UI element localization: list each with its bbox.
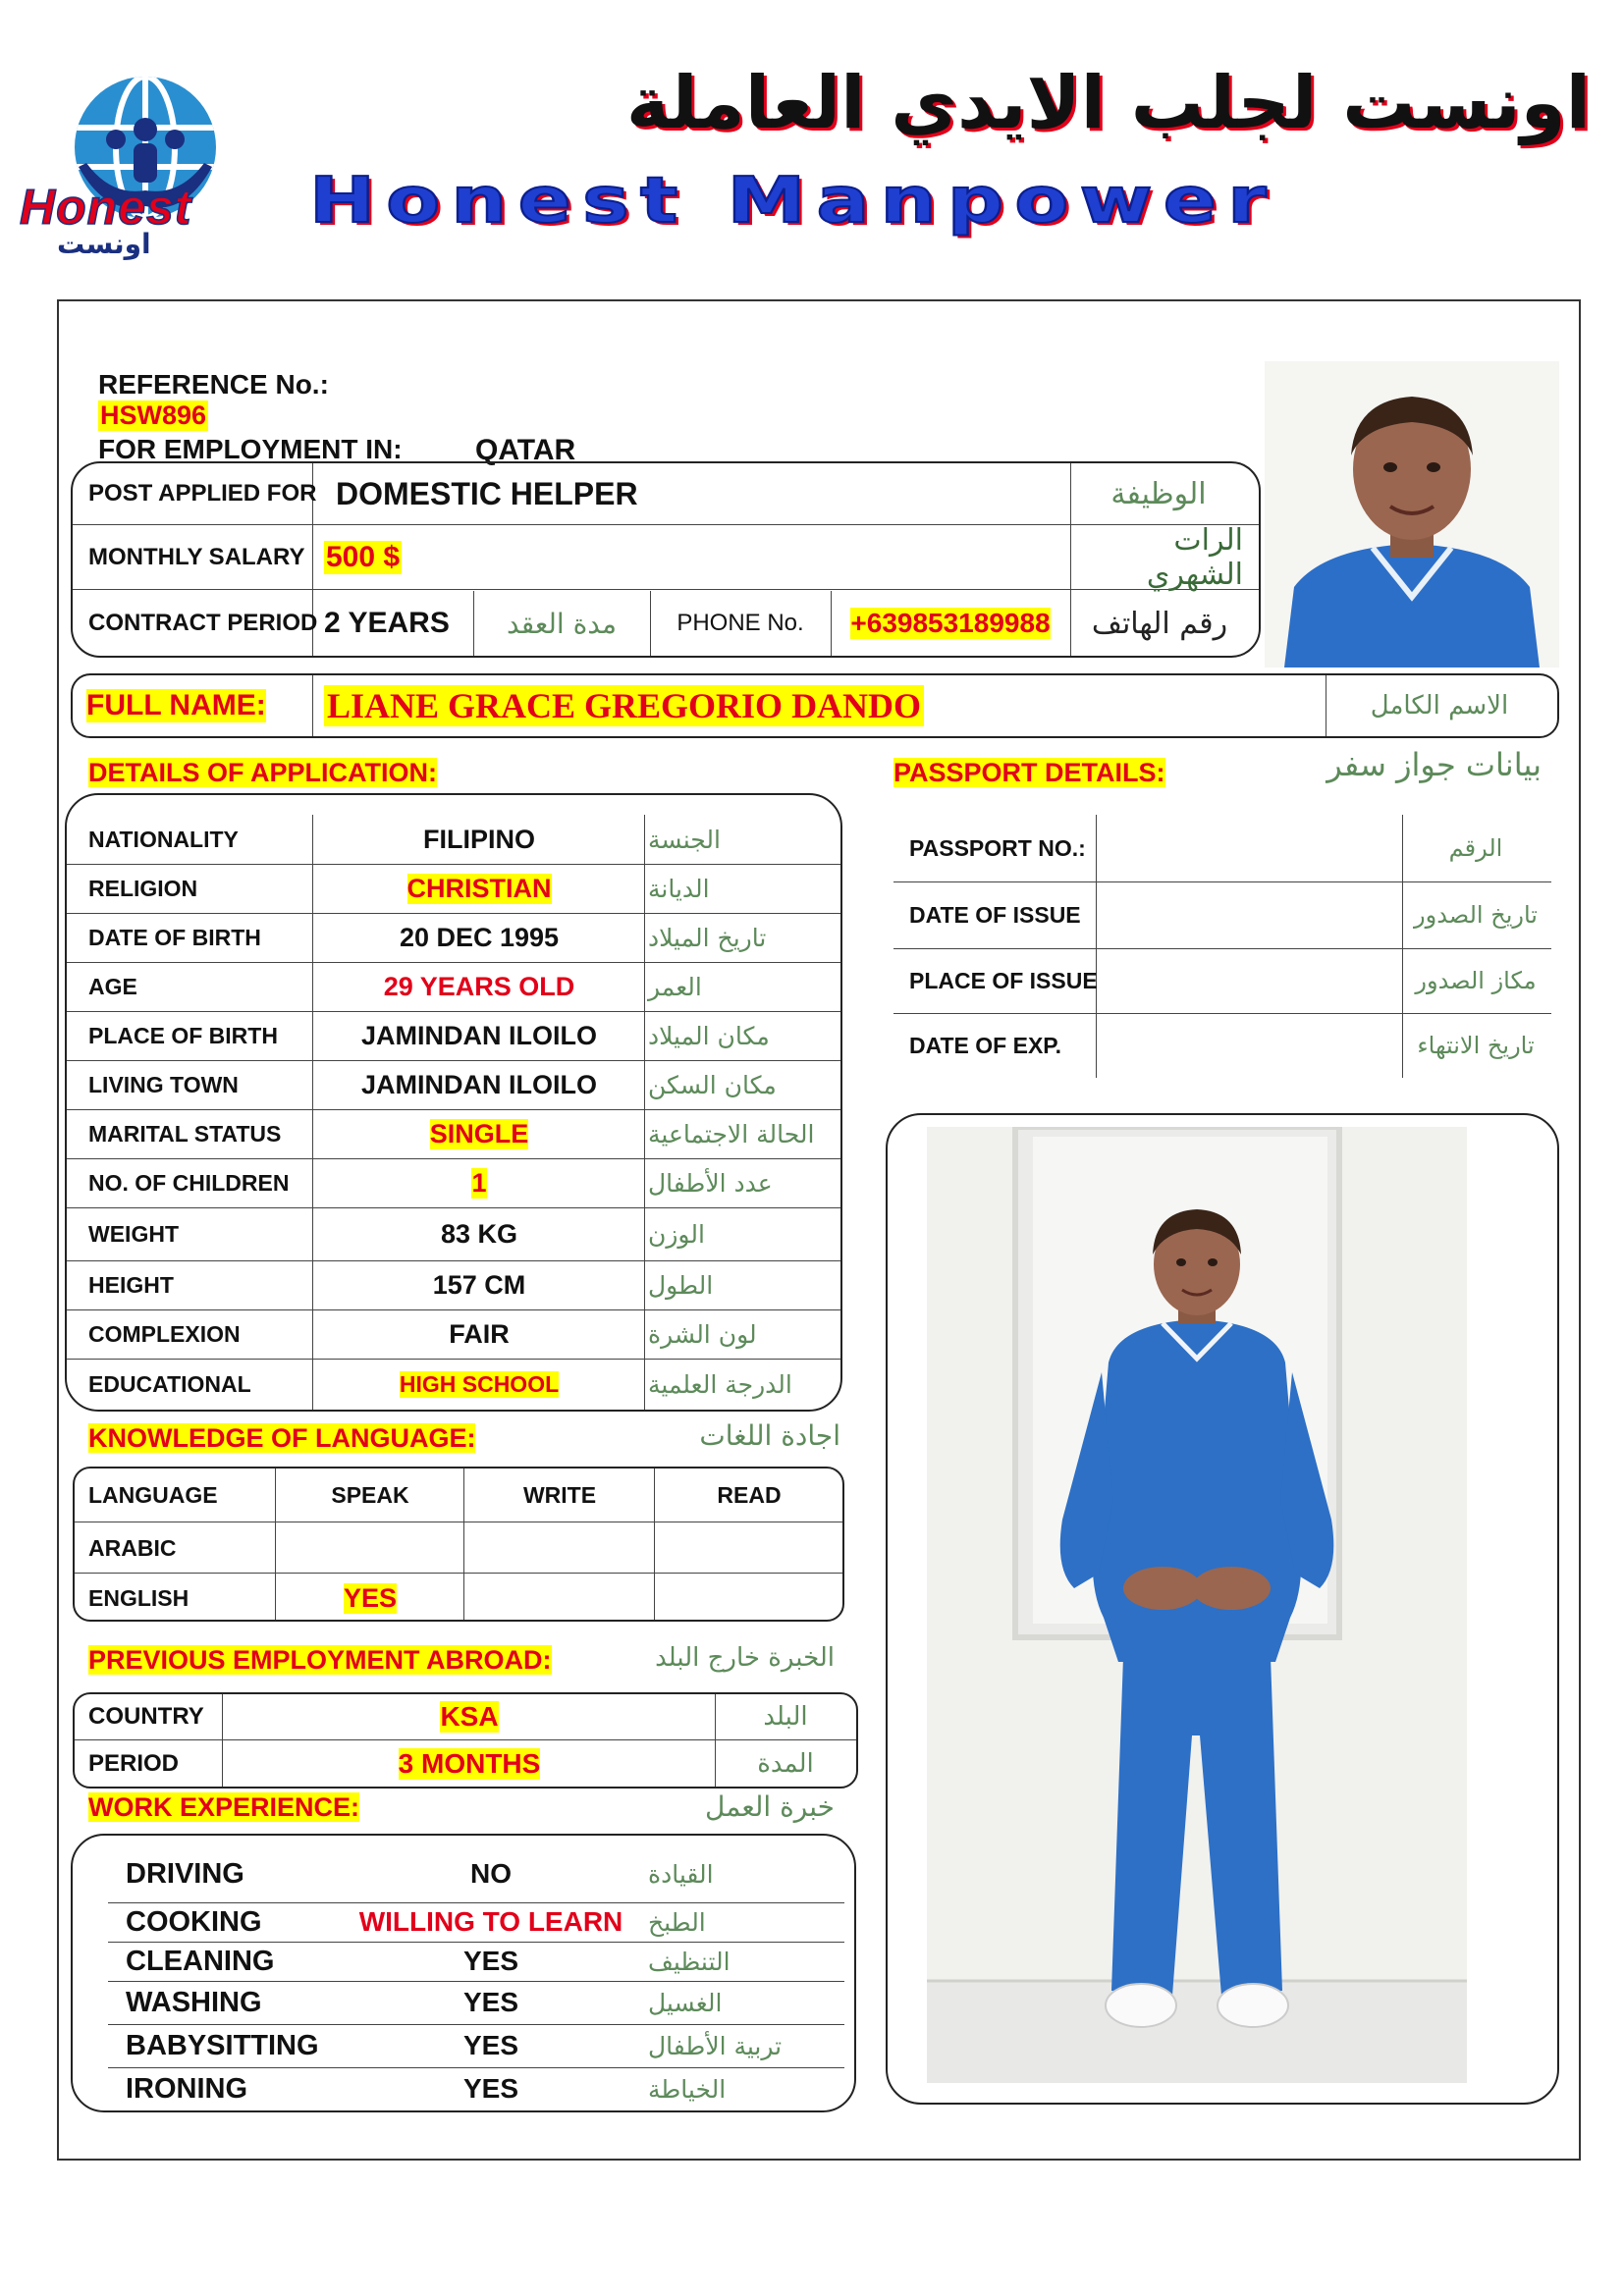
details-label: NATIONALITY: [88, 826, 239, 852]
details-arabic: لون الشرة: [648, 1319, 757, 1349]
work-label: DRIVING: [126, 1857, 244, 1890]
post-value: DOMESTIC HELPER: [336, 475, 638, 511]
details-value: CHRISTIAN: [406, 873, 552, 903]
company-title-english: Honest Manpower: [309, 165, 1277, 238]
language-name: ENGLISH: [88, 1584, 189, 1611]
work-label: COOKING: [126, 1905, 262, 1938]
language-read-cell: [656, 1523, 842, 1573]
details-value-cell: [314, 815, 644, 864]
details-arabic: الوزن: [648, 1219, 705, 1249]
work-label: IRONING: [126, 2072, 248, 2105]
details-value: 157 CM: [432, 1269, 526, 1300]
post-arabic: الوظيفة: [1110, 476, 1207, 511]
salary-arabic: الرات الشهري: [1146, 523, 1243, 592]
language-title: KNOWLEDGE OF LANGUAGE:: [88, 1423, 476, 1453]
details-value-cell: [314, 1060, 644, 1109]
contract-value: 2 YEARS: [324, 607, 450, 639]
details-value: JAMINDAN ILOILO: [361, 1020, 597, 1050]
details-arabic: الحالة الاجتماعية: [648, 1119, 815, 1148]
passport-label: DATE OF ISSUE: [909, 901, 1081, 928]
post-label: POST APPLIED FOR: [88, 480, 317, 507]
work-label: BABYSITTING: [126, 2029, 319, 2061]
applicant-full-body-photo: [927, 1127, 1467, 2083]
details-value: FILIPINO: [423, 824, 535, 854]
passport-value: [1098, 1013, 1400, 1078]
details-value-cell: [314, 1260, 644, 1309]
passport-value: [1098, 815, 1400, 881]
language-speak-cell: [277, 1523, 463, 1573]
details-value-cell: [314, 962, 644, 1011]
details-value: SINGLE: [429, 1118, 529, 1148]
period-label: PERIOD: [88, 1750, 180, 1777]
language-read-cell: [656, 1575, 842, 1622]
work-label: WASHING: [126, 1986, 262, 2018]
details-label: NO. OF CHILDREN: [88, 1169, 290, 1196]
company-logo: [18, 69, 253, 260]
work-title: WORK EXPERIENCE:: [88, 1792, 360, 1822]
passport-arabic: تاريخ الانتهاء: [1417, 1032, 1535, 1059]
work-arabic: التنظيف: [648, 1947, 731, 1976]
work-arabic: تربية الأطفال: [648, 2031, 783, 2060]
details-value-cell: [314, 913, 644, 962]
reference-label: REFERENCE No.:: [98, 369, 329, 400]
period-arabic: المدة: [757, 1749, 814, 1779]
full-name-arabic: الاسم الكامل: [1370, 691, 1509, 721]
details-value-cell: [314, 1207, 644, 1260]
details-value-cell: [314, 1309, 644, 1359]
work-label: CLEANING: [126, 1945, 275, 1977]
language-header: WRITE: [522, 1481, 597, 1508]
details-label: WEIGHT: [88, 1220, 179, 1247]
details-arabic: العمر: [648, 972, 702, 1001]
details-value: HIGH SCHOOL: [399, 1370, 560, 1397]
logo-text: Honest: [20, 180, 192, 235]
work-arabic: الغسيل: [648, 1988, 723, 2017]
details-label: COMPLEXION: [88, 1320, 241, 1347]
phone-arabic: رقم الهاتف: [1091, 606, 1228, 641]
language-header: READ: [717, 1481, 782, 1508]
applicant-portrait-photo: [1265, 361, 1559, 667]
work-arabic: الطبخ: [648, 1907, 706, 1937]
language-speak-cell: [277, 1575, 463, 1622]
details-label: DATE OF BIRTH: [88, 924, 261, 950]
details-arabic: الدرجة العلمية: [648, 1369, 792, 1399]
details-arabic: مكان الميلاد: [648, 1021, 770, 1050]
passport-value: [1098, 948, 1400, 1013]
work-value: NO: [470, 1858, 512, 1889]
phone-label: PHONE No.: [677, 610, 804, 636]
contract-label: CONTRACT PERIOD: [88, 610, 318, 636]
reference-value: HSW896: [100, 400, 207, 430]
work-value: YES: [462, 1987, 519, 2017]
details-arabic: الديانة: [648, 874, 710, 903]
details-value-cell: [314, 1011, 644, 1060]
language-name: ARABIC: [88, 1534, 177, 1561]
language-header: SPEAK: [331, 1481, 409, 1508]
details-value-cell: [314, 1109, 644, 1158]
employment-label: FOR EMPLOYMENT IN:: [98, 434, 403, 464]
details-label: AGE: [88, 973, 137, 999]
employment-country: QATAR: [475, 434, 576, 466]
work-arabic: القيادة: [648, 1859, 714, 1889]
passport-label: DATE OF EXP.: [909, 1032, 1062, 1058]
details-value: 20 DEC 1995: [399, 922, 560, 952]
details-label: MARITAL STATUS: [88, 1120, 282, 1147]
passport-arabic: تاريخ الصدور: [1414, 901, 1538, 929]
passport-title-arabic: بيانات جواز سفر: [1326, 746, 1542, 783]
details-arabic: الجنسة: [648, 825, 721, 854]
country-arabic: البلد: [763, 1702, 808, 1732]
language-header: LANGUAGE: [88, 1481, 218, 1508]
details-value-cell: [314, 1158, 644, 1207]
full-name-label: FULL NAME:: [86, 689, 266, 721]
previous-title: PREVIOUS EMPLOYMENT ABROAD:: [88, 1645, 552, 1675]
details-label: EDUCATIONAL: [88, 1370, 251, 1397]
details-label: PLACE OF BIRTH: [88, 1022, 278, 1048]
work-title-arabic: خبرة العمل: [705, 1790, 835, 1823]
details-value: JAMINDAN ILOILO: [361, 1069, 597, 1099]
full-name-value: LIANE GRACE GREGORIO DANDO: [324, 685, 924, 726]
details-arabic: تاريخ الميلاد: [648, 923, 767, 952]
details-value: 1: [471, 1167, 487, 1198]
country-value: KSA: [440, 1701, 499, 1732]
passport-arabic: مكاز الصدور: [1415, 967, 1537, 994]
country-label: COUNTRY: [88, 1703, 204, 1730]
language-speak-value: YES: [343, 1582, 398, 1613]
language-title-arabic: اجادة اللغات: [699, 1419, 840, 1452]
passport-title: PASSPORT DETAILS:: [893, 758, 1165, 787]
details-value: 83 KG: [440, 1218, 518, 1249]
details-title: DETAILS OF APPLICATION:: [88, 758, 437, 787]
details-arabic: عدد الأطفال: [648, 1168, 773, 1198]
passport-label: PLACE OF ISSUE: [909, 967, 1098, 993]
details-arabic: الطول: [648, 1270, 714, 1300]
details-value: FAIR: [449, 1318, 510, 1349]
details-label: HEIGHT: [88, 1271, 174, 1298]
work-value: YES: [462, 2073, 519, 2104]
details-value-cell: [314, 1359, 644, 1410]
details-arabic: مكان السكن: [648, 1070, 777, 1099]
passport-value: [1098, 881, 1400, 948]
details-label: LIVING TOWN: [88, 1071, 239, 1097]
work-arabic: الخياطة: [648, 2074, 727, 2104]
period-value: 3 MONTHS: [398, 1748, 541, 1779]
work-value: YES: [462, 1946, 519, 1976]
passport-label: PASSPORT NO.:: [909, 834, 1086, 861]
work-value: WILLING TO LEARN: [358, 1906, 623, 1937]
work-value: YES: [462, 2030, 519, 2060]
salary-value: 500 $: [326, 541, 401, 573]
details-value: 29 YEARS OLD: [383, 971, 575, 1001]
passport-arabic: الرقم: [1448, 834, 1503, 862]
language-write-cell: [465, 1523, 654, 1573]
details-value-cell: [314, 864, 644, 913]
details-label: RELIGION: [88, 875, 198, 901]
phone-value: +639853189988: [850, 608, 1051, 638]
previous-title-arabic: الخبرة خارج البلد: [655, 1643, 835, 1673]
language-write-cell: [465, 1575, 654, 1622]
logo-arabic: اونست: [57, 228, 151, 260]
company-title-arabic: اونست لجلب الايدي العاملة: [625, 61, 1591, 145]
contract-arabic: مدة العقد: [507, 607, 617, 640]
salary-label: MONTHLY SALARY: [88, 544, 305, 570]
